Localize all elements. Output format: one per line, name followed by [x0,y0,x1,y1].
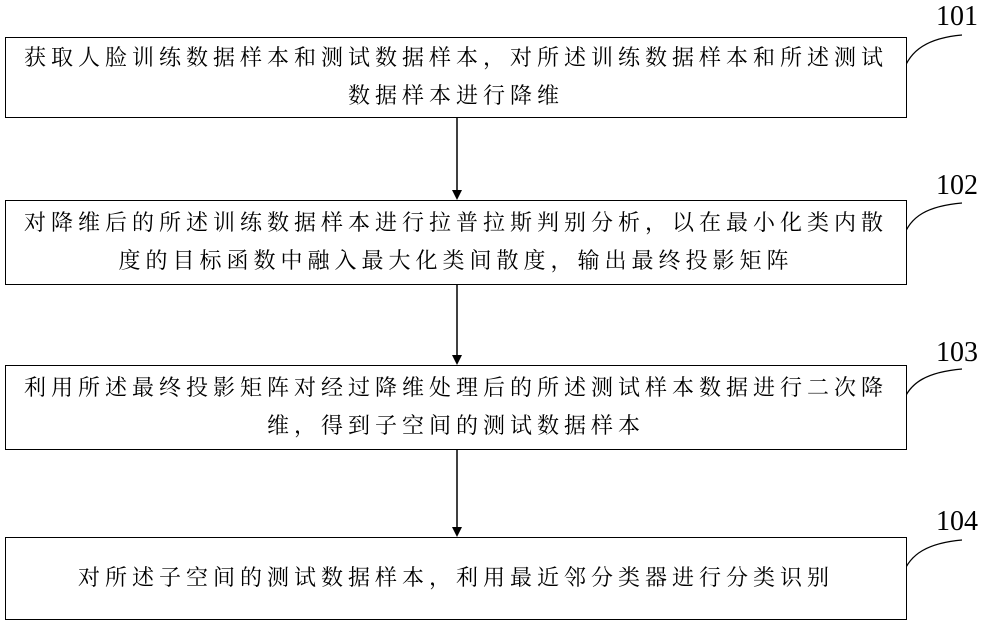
step-box-104 [5,537,907,620]
step-number-label: 101 [936,1,978,32]
step-text-line: 利用所述最终投影矩阵对经过降维处理后的所述测试样本数据进行二次降 [23,375,888,401]
step-text-line: 数据样本进行降维 [347,83,564,109]
step-number-label: 103 [936,337,978,368]
flow-arrow-head [452,355,462,365]
leader-line-101 [903,35,962,72]
flow-arrow-head [452,527,462,537]
leader-line-104 [903,540,962,574]
flow-arrow-103-104 [452,450,462,537]
step-number-label: 102 [936,170,978,201]
step-number-label: 104 [936,506,978,537]
leader-line-103 [903,369,962,402]
leader-line-102 [903,203,962,238]
flow-arrow-102-103 [452,285,462,365]
step-box-102 [5,200,907,285]
flow-arrow-head [452,190,462,200]
step-text-line: 对所述子空间的测试数据样本，利用最近邻分类器进行分类识别 [77,565,834,591]
step-text-line: 获取人脸训练数据样本和测试数据样本，对所述训练数据样本和所述测试 [23,45,888,71]
step-text-line: 对降维后的所述训练数据样本进行拉普拉斯判别分析，以在最小化类内散 [23,210,888,236]
step-box-101 [5,37,907,118]
flow-arrow-101-102 [452,118,462,200]
step-box-103 [5,365,907,450]
step-text-line: 度的目标函数中融入最大化类间散度，输出最终投影矩阵 [118,248,794,274]
step-text-line: 维，得到子空间的测试数据样本 [266,413,645,439]
